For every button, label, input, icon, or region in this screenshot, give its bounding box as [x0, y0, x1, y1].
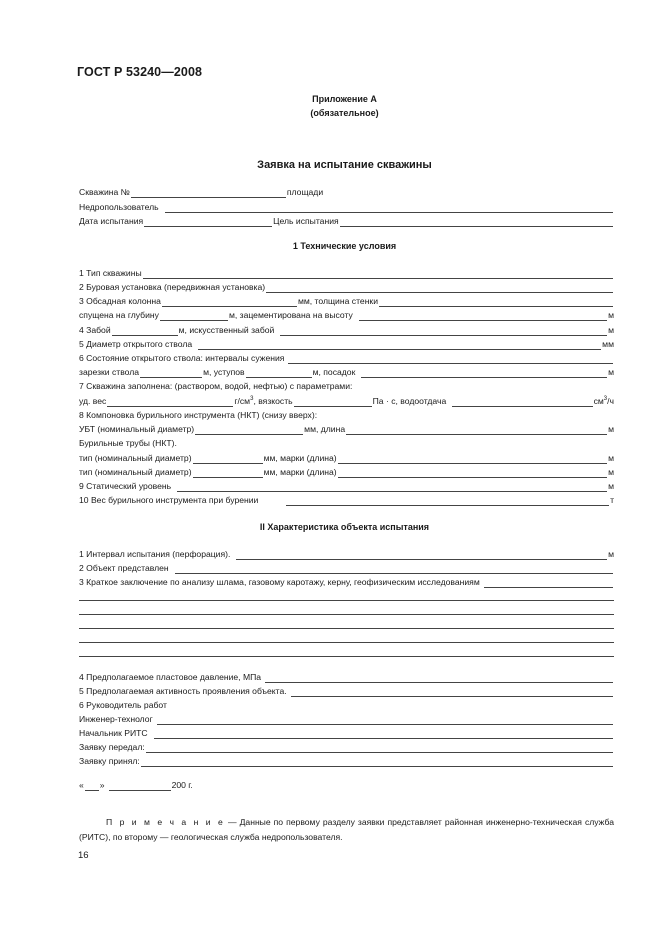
density-unit: $г/см^3$, вязкость — [234, 396, 293, 406]
artificial-bottom-unit: м — [608, 325, 614, 335]
s1-row-2 — [79, 281, 614, 293]
activity-label: 5 Предполагаемая активность проявления объекта. — [79, 686, 287, 696]
conclusion-line-3[interactable] — [79, 619, 614, 629]
fluid-loss-field[interactable] — [452, 397, 592, 407]
s1-row-3 — [79, 295, 614, 307]
pipe-type-field[interactable] — [193, 454, 263, 464]
s1-row-1 — [79, 267, 614, 279]
tool-weight-label: 10 Вес бурильного инструмента при бурении — [79, 495, 259, 505]
page-number: 16 — [78, 850, 89, 861]
form-title: Заявка на испытание скважины — [257, 159, 432, 171]
subsoil-user-row — [79, 201, 614, 213]
s1-row-6 — [79, 352, 614, 364]
subsoil-user-label: Недропользователь — [79, 202, 159, 212]
received-field[interactable] — [141, 757, 613, 767]
density-label: уд. вес — [79, 396, 107, 406]
document-code: ГОСТ Р 53240—2008 — [77, 65, 203, 79]
date-close-quote: » — [99, 780, 105, 790]
note-text: — Данные по первому разделу заявки представляет районная инженерно-техническая служба (РИТС), по второму — геологическая служба недропользователя. — [79, 817, 614, 842]
bottom-field[interactable] — [112, 326, 178, 336]
drill-collar-field[interactable] — [195, 425, 303, 435]
casing-wall-label: мм, толщина стенки — [297, 296, 378, 306]
s1-row-8e — [79, 466, 614, 478]
engineer-field[interactable] — [157, 715, 613, 725]
test-goal-field[interactable] — [340, 217, 613, 227]
s1-row-9 — [79, 480, 614, 492]
sidetrack-field[interactable] — [140, 368, 202, 378]
fluid-loss-label: Па · с, водоотдача — [372, 396, 447, 406]
pipe-type-label: тип (номинальный диаметр) — [79, 453, 192, 463]
pipe-grade-unit: м — [608, 453, 614, 463]
casing-label: 3 Обсадная колонна — [79, 296, 161, 306]
s1-row-8b — [79, 423, 614, 435]
note-label: П р и м е ч а н и е — [106, 817, 225, 827]
drill-collar-length-unit: м — [608, 424, 614, 434]
appendix-label: Приложение А — [312, 94, 377, 104]
s1-row-5 — [79, 338, 614, 350]
year-label: 200 г. — [171, 780, 193, 790]
note-paragraph — [79, 815, 614, 845]
received-label: Заявку принял: — [79, 756, 140, 766]
well-number-label: Скважина № — [79, 187, 130, 197]
landings-unit: м — [608, 367, 614, 377]
appendix-status: (обязательное) — [310, 108, 379, 118]
conclusion-field[interactable] — [484, 578, 613, 588]
conclusion-line-5[interactable] — [79, 647, 614, 657]
conclusion-line-2[interactable] — [79, 605, 614, 615]
day-field[interactable] — [85, 781, 99, 791]
well-number-field[interactable] — [131, 188, 286, 198]
test-date-label: Дата испытания — [79, 216, 144, 226]
s2-row-1 — [79, 548, 614, 560]
object-field[interactable] — [175, 564, 613, 574]
s1-row-3b — [79, 309, 614, 321]
sidetrack-label: зарезки ствола — [79, 367, 140, 377]
open-hole-diameter-unit: мм — [602, 339, 614, 349]
narrowing-field[interactable] — [288, 354, 613, 364]
well-type-field[interactable] — [143, 269, 613, 279]
casing-field[interactable] — [162, 297, 297, 307]
pipe-grade-unit-2: м — [608, 467, 614, 477]
s1-row-8 — [79, 409, 614, 421]
work-lead-label: 6 Руководитель работ — [79, 700, 167, 710]
open-hole-state-label: 6 Состояние открытого ствола: интервалы сужения — [79, 353, 285, 363]
pipe-grade-field[interactable] — [338, 454, 607, 464]
conclusion-label: 3 Краткое заключение по анализу шлама, газовому каротажу, керну, геофизическим исследованиям — [79, 577, 480, 587]
date-row — [79, 779, 211, 791]
s2-row-4 — [79, 671, 614, 683]
density-field[interactable] — [107, 397, 233, 407]
static-level-label: 9 Статический уровень — [79, 481, 172, 491]
s1-row-8d — [79, 452, 614, 464]
artificial-bottom-field[interactable] — [280, 326, 607, 336]
assembly-label: 8 Компоновка бурильного инструмента (НКТ) (снизу вверх): — [79, 410, 318, 420]
pressure-label: 4 Предполагаемое пластовое давление, МПа — [79, 672, 262, 682]
chief-row — [79, 727, 614, 739]
pipe-grade-field-2[interactable] — [338, 468, 607, 478]
object-label: 2 Объект представлен — [79, 563, 169, 573]
cement-unit: м — [608, 310, 614, 320]
s2-row-3 — [79, 576, 614, 588]
test-interval-unit: м — [608, 549, 614, 559]
engineer-label: Инженер-технолог — [79, 714, 153, 724]
drill-collar-length-label: мм, длина — [304, 424, 346, 434]
rig-label: 2 Буровая установка (передвижная установка) — [79, 282, 266, 292]
well-number-row — [79, 186, 614, 198]
artificial-bottom-label: м, искусственный забой — [178, 325, 275, 335]
s1-row-4 — [79, 324, 614, 336]
section2-title: II Характеристика объекта испытания — [259, 522, 430, 532]
conclusion-line-1[interactable] — [79, 591, 614, 601]
s2-row-6 — [79, 699, 614, 711]
pipe-type-label-2: тип (номинальный диаметр) — [79, 467, 192, 477]
date-goal-row — [79, 215, 614, 227]
activity-field[interactable] — [291, 687, 613, 697]
date-open-quote: « — [79, 780, 84, 790]
s2-row-5 — [79, 685, 614, 697]
s1-row-7 — [79, 380, 614, 392]
pressure-field[interactable] — [265, 673, 613, 683]
well-fill-label: 7 Скважина заполнена: (раствором, водой, нефтью) с параметрами: — [79, 381, 353, 391]
well-type-label: 1 Тип скважины — [79, 268, 142, 278]
ledges-label: м, уступов — [203, 367, 245, 377]
received-row — [79, 755, 614, 767]
run-depth-field[interactable] — [160, 311, 228, 321]
s1-row-8c — [79, 437, 614, 449]
section1-title: 1 Технические условия — [292, 241, 397, 251]
test-interval-label: 1 Интервал испытания (перфорация). — [79, 549, 231, 559]
chief-field[interactable] — [154, 729, 613, 739]
sent-label: Заявку передал: — [79, 742, 145, 752]
pipe-grade-label-2: мм, марки (длина) — [263, 467, 337, 477]
tool-weight-field[interactable] — [286, 496, 609, 506]
landings-field[interactable] — [361, 368, 607, 378]
month-field[interactable] — [109, 781, 171, 791]
open-hole-diameter-label: 5 Диаметр открытого ствола — [79, 339, 193, 349]
s2-row-2 — [79, 562, 614, 574]
s1-row-6b — [79, 366, 614, 378]
fluid-loss-unit: $см^3/ч$ — [593, 396, 614, 406]
ledges-field[interactable] — [246, 368, 312, 378]
test-goal-label: Цель испытания — [273, 216, 339, 226]
s1-row-10 — [79, 494, 614, 506]
bottom-label: 4 Забой — [79, 325, 111, 335]
cement-field[interactable] — [359, 311, 607, 321]
static-level-unit: м — [608, 481, 614, 491]
test-interval-field[interactable] — [236, 550, 607, 560]
conclusion-line-4[interactable] — [79, 633, 614, 643]
landings-label: м, посадок — [312, 367, 356, 377]
subsoil-user-field[interactable] — [165, 203, 613, 213]
sent-row — [79, 741, 614, 753]
viscosity-field[interactable] — [294, 397, 372, 407]
engineer-row — [79, 713, 614, 725]
cement-label: м, зацементирована на высоту — [228, 310, 353, 320]
s1-row-7b — [79, 395, 614, 407]
test-date-field[interactable] — [144, 217, 272, 227]
pipe-type-field-2[interactable] — [193, 468, 263, 478]
drill-collar-length-field[interactable] — [346, 425, 607, 435]
rig-field[interactable] — [266, 283, 613, 293]
run-depth-label: спущена на глубину — [79, 310, 159, 320]
chief-label: Начальник РИТС — [79, 728, 148, 738]
tool-weight-unit: т — [610, 495, 614, 505]
open-hole-diameter-field[interactable] — [198, 340, 601, 350]
casing-wall-field[interactable] — [379, 297, 613, 307]
drill-pipes-label: Бурильные трубы (НКТ). — [79, 438, 177, 448]
sent-field[interactable] — [146, 743, 613, 753]
area-label: площади — [286, 187, 324, 197]
static-level-field[interactable] — [177, 482, 607, 492]
pipe-grade-label: мм, марки (длина) — [263, 453, 337, 463]
drill-collar-label: УБТ (номинальный диаметр) — [79, 424, 195, 434]
